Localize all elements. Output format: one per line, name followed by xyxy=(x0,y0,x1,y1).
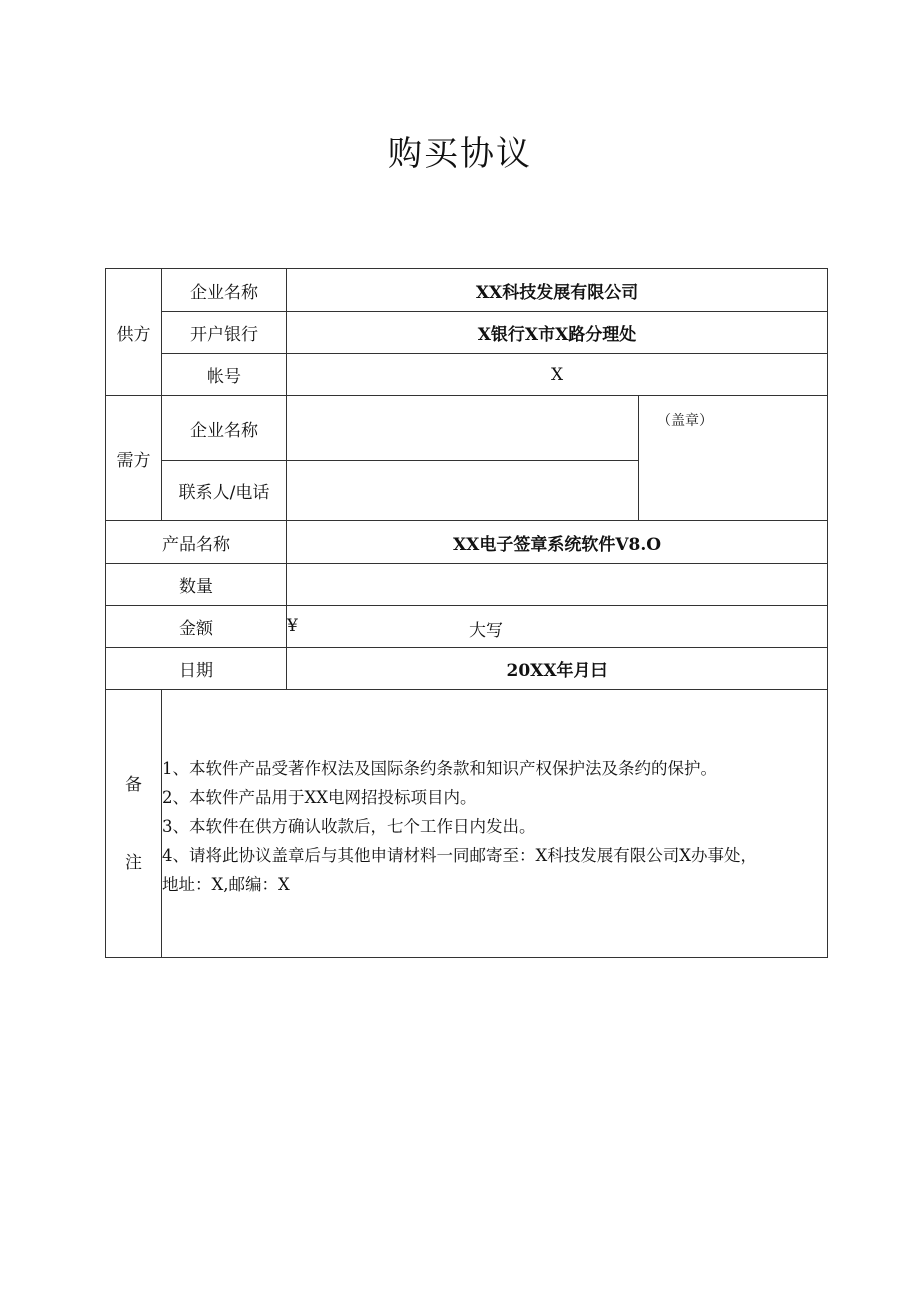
supplier-bank-value: X银行X市X路分理处 xyxy=(287,312,828,354)
date-row xyxy=(106,648,828,690)
remark-line-1: 1、本软件产品受著作权法及国际条约条款和知识产权保护法及条约的保护。 xyxy=(162,759,717,778)
remarks-label-top: 备 xyxy=(125,774,142,795)
product-row xyxy=(106,521,828,564)
amount-row xyxy=(106,606,828,648)
remarks-label xyxy=(106,690,162,958)
buyer-contact-label: 联系人/电话 xyxy=(162,461,287,521)
seal-label: （盖章） xyxy=(657,413,713,429)
supplier-label: 供方 xyxy=(106,269,162,396)
amount-field[interactable] xyxy=(287,606,828,648)
product-value: XX电子签章系统软件V8.O xyxy=(287,521,828,564)
buyer-label: 需方 xyxy=(106,396,162,521)
buyer-company-label: 企业名称 xyxy=(162,396,287,461)
remark-line-5: 地址：X,邮编：X xyxy=(162,875,290,894)
buyer-contact-field[interactable] xyxy=(287,461,639,521)
amount-label: 金额 xyxy=(106,606,287,648)
capital-amount-label: 大写 xyxy=(469,621,503,641)
product-label: 产品名称 xyxy=(106,521,287,564)
remark-line-4: 4、请将此协议盖章后与其他申请材料一同邮寄至：X科技发展有限公司X办事处， xyxy=(162,846,757,865)
supplier-company-value: XX科技发展有限公司 xyxy=(287,269,828,312)
buyer-company-field[interactable] xyxy=(287,396,639,461)
remarks-label-bottom: 注 xyxy=(125,852,142,873)
currency-symbol: ¥ xyxy=(287,616,298,636)
agreement-form-table xyxy=(105,268,828,958)
remark-line-2: 2、本软件产品用于XX电网招投标项目内。 xyxy=(162,788,477,807)
quantity-row xyxy=(106,564,828,606)
supplier-company-row xyxy=(106,269,828,312)
supplier-account-row xyxy=(106,354,828,396)
date-value: 20XX年月曰 xyxy=(287,648,828,690)
remarks-row xyxy=(106,690,828,958)
buyer-company-row xyxy=(106,396,828,461)
remark-line-3: 3、本软件在供方确认收款后，七个工作日内发出。 xyxy=(162,817,536,836)
supplier-account-label: 帐号 xyxy=(162,354,287,396)
quantity-label: 数量 xyxy=(106,564,287,606)
supplier-company-label: 企业名称 xyxy=(162,269,287,312)
remarks-content xyxy=(162,690,828,958)
supplier-bank-label: 开户银行 xyxy=(162,312,287,354)
supplier-bank-row xyxy=(106,312,828,354)
page-title: 购买协议 xyxy=(388,134,532,174)
quantity-field[interactable] xyxy=(287,564,828,606)
supplier-account-value: X xyxy=(287,354,828,396)
buyer-seal-area xyxy=(639,396,828,521)
date-label: 日期 xyxy=(106,648,287,690)
